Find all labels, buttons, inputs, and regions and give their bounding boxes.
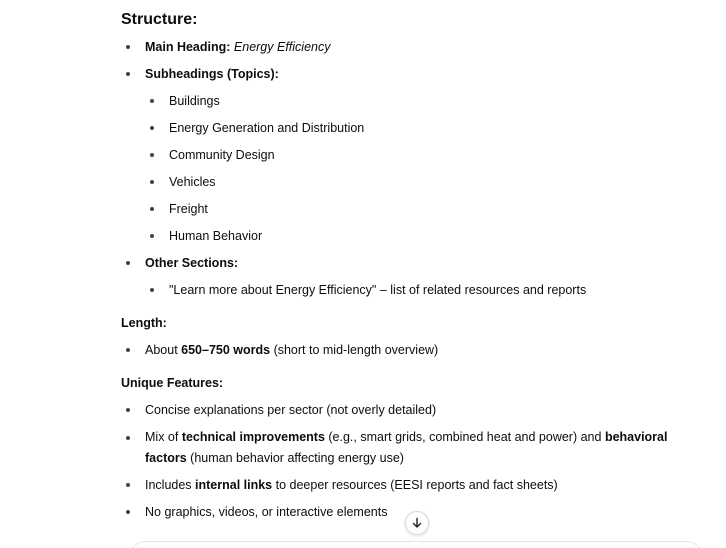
bullet <box>150 288 154 292</box>
bullet <box>150 207 154 211</box>
bullet <box>126 72 130 76</box>
list-item-length <box>145 341 438 359</box>
bullet <box>126 348 130 352</box>
subheadings-label: Subheadings (Topics): <box>145 67 279 81</box>
bullet <box>126 483 130 487</box>
bullet <box>126 436 130 440</box>
length-prefix: About <box>145 343 182 357</box>
topic-label: Energy Generation and Distribution <box>169 121 365 135</box>
scroll-to-bottom-button[interactable] <box>405 511 429 535</box>
length-suffix: (short to mid-length overview) <box>270 343 439 357</box>
message-composer[interactable] <box>128 541 704 548</box>
bullet <box>126 45 130 49</box>
feature-item <box>145 401 436 419</box>
feature-bold-technical: technical improvements <box>181 430 325 444</box>
bullet <box>126 408 130 412</box>
feature-text: Concise explanations per sector (not overly detailed) <box>145 403 437 417</box>
topic-item <box>169 119 364 137</box>
length-bold: 650–750 words <box>181 343 271 357</box>
feature-text-e: (human behavior affecting energy use) <box>186 451 404 465</box>
arrow-down-icon <box>411 517 423 529</box>
bullet <box>150 180 154 184</box>
list-item-other-sections <box>145 254 238 272</box>
bullet <box>126 261 130 265</box>
topic-item <box>169 173 216 191</box>
topic-item <box>169 146 275 164</box>
bullet <box>126 510 130 514</box>
list-item-subheadings <box>145 65 279 83</box>
topic-label: Buildings <box>169 94 220 108</box>
feature-item <box>145 503 387 521</box>
feature-text-a: Includes <box>145 478 196 492</box>
feature-bold-internal-links: internal links <box>195 478 273 492</box>
length-heading: Length: <box>121 316 167 330</box>
bullet <box>150 153 154 157</box>
feature-text-c: to deeper resources (EESI reports and fact sheets) <box>272 478 558 492</box>
main-heading-value: Energy Efficiency <box>233 40 331 54</box>
bullet <box>150 234 154 238</box>
other-section-item <box>169 281 586 299</box>
feature-text-a: Mix of <box>145 430 182 444</box>
main-heading-label: Main Heading: <box>145 40 231 54</box>
topic-item <box>169 227 262 245</box>
other-sections-label: Other Sections: <box>145 256 239 270</box>
unique-features-heading: Unique Features: <box>121 376 224 390</box>
bullet <box>150 99 154 103</box>
topic-label: Community Design <box>169 148 275 162</box>
feature-bold-behavioral: behavioral factors <box>145 430 668 465</box>
topic-label: Freight <box>169 202 208 216</box>
topic-label: Human Behavior <box>169 229 263 243</box>
other-section-text: "Learn more about Energy Efficiency" – list of related resources and reports <box>169 283 587 297</box>
feature-text-c: (e.g., smart grids, combined heat and power) and <box>324 430 605 444</box>
feature-item <box>145 476 558 494</box>
topic-item <box>169 92 220 110</box>
topic-item <box>169 200 208 218</box>
feature-item <box>145 427 685 469</box>
bullet <box>150 126 154 130</box>
structure-heading: Structure: <box>121 11 198 28</box>
feature-text: No graphics, videos, or interactive elements <box>145 505 388 519</box>
list-item-main-heading <box>145 38 330 56</box>
topic-label: Vehicles <box>169 175 216 189</box>
